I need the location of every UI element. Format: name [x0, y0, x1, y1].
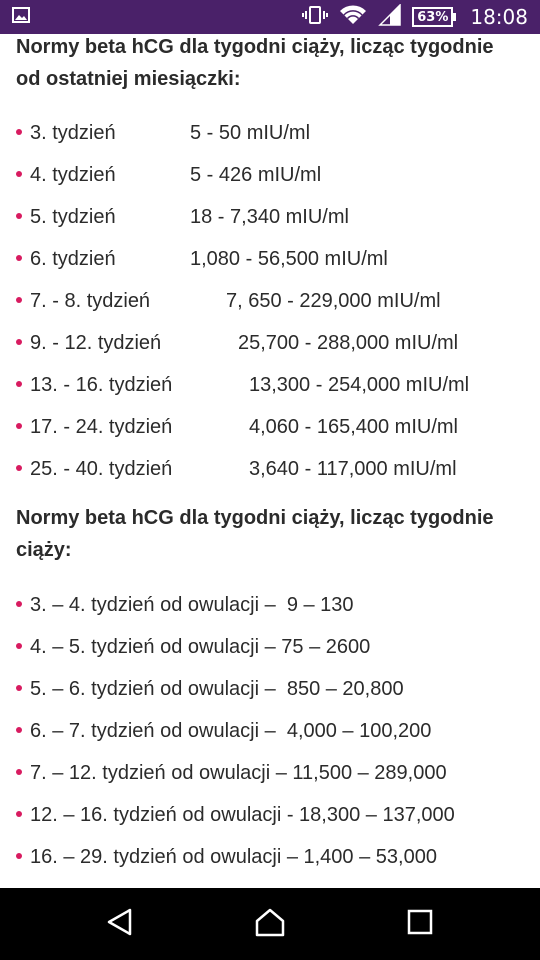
lmp-week-list [16, 112, 528, 490]
bullet-icon [16, 769, 22, 775]
clock: 18:08 [470, 5, 528, 29]
bullet-icon [16, 643, 22, 649]
bullet-icon [16, 601, 22, 607]
row-text: 4. – 5. tydzień od owulacji – 75 – 2600 [30, 636, 371, 658]
status-bar [0, 0, 540, 34]
bullet-icon [16, 423, 22, 429]
back-button[interactable] [80, 888, 160, 960]
bullet-icon [16, 213, 22, 219]
hcg-range: 25,700 - 288,000 mIU/ml [238, 332, 459, 354]
list-item [16, 280, 528, 322]
hcg-range: 7, 650 - 229,000 mIU/ml [226, 290, 441, 312]
row-text: 3. – 4. tydzień od owulacji – 9 – 130 [30, 594, 354, 616]
week-label: 5. tydzień [30, 206, 116, 228]
week-label: 7. - 8. tydzień [30, 290, 151, 312]
recent-apps-icon [407, 909, 433, 940]
navigation-bar [0, 888, 540, 960]
signal-icon [378, 4, 402, 31]
section2-heading-line1: Normy beta hCG dla tygodni ciąży, licząc tygodnie [16, 507, 494, 529]
list-item [16, 238, 528, 280]
list-item [16, 584, 528, 626]
battery-icon [412, 7, 456, 27]
list-item [16, 364, 528, 406]
list-item [16, 154, 528, 196]
list-item [16, 836, 528, 878]
list-item [16, 196, 528, 238]
week-label: 13. - 16. tydzień [30, 374, 173, 396]
section2-heading [16, 502, 528, 566]
recent-apps-button[interactable] [380, 888, 460, 960]
image-icon [12, 7, 30, 28]
section1-heading-line1: Normy beta hCG dla tygodni ciąży, licząc tygodnie [16, 36, 494, 58]
list-item [16, 322, 528, 364]
list-item [16, 668, 528, 710]
hcg-range: 3,640 - 117,000 mIU/ml [249, 458, 457, 480]
bullet-icon [16, 381, 22, 387]
vibrate-icon [302, 5, 328, 30]
week-label: 9. - 12. tydzień [30, 332, 162, 354]
bullet-icon [16, 171, 22, 177]
back-icon [105, 907, 135, 942]
row-text: 7. – 12. tydzień od owulacji – 11,500 – 289,000 [30, 762, 447, 784]
hcg-range: 13,300 - 254,000 mIU/ml [249, 374, 470, 396]
section1-heading [16, 34, 528, 95]
bullet-icon [16, 297, 22, 303]
bullet-icon [16, 129, 22, 135]
section2-heading-line2: ciąży: [16, 539, 72, 561]
home-button[interactable] [230, 888, 310, 960]
hcg-range: 5 - 426 mIU/ml [190, 164, 322, 186]
bullet-icon [16, 811, 22, 817]
row-text: 5. – 6. tydzień od owulacji – 850 – 20,800 [30, 678, 404, 700]
list-item [16, 626, 528, 668]
bullet-icon [16, 685, 22, 691]
week-label: 25. - 40. tydzień [30, 458, 173, 480]
hcg-range: 1,080 - 56,500 mIU/ml [190, 248, 388, 270]
week-label: 3. tydzień [30, 122, 116, 144]
article-content[interactable] [0, 34, 540, 888]
list-item [16, 752, 528, 794]
week-label: 4. tydzień [30, 164, 116, 186]
hcg-range: 4,060 - 165,400 mIU/ml [249, 416, 458, 438]
battery-percent: 63% [412, 7, 453, 27]
hcg-range: 18 - 7,340 mIU/ml [190, 206, 349, 228]
list-item [16, 794, 528, 836]
bullet-icon [16, 727, 22, 733]
list-item [16, 406, 528, 448]
wifi-icon [338, 4, 368, 31]
bullet-icon [16, 853, 22, 859]
bullet-icon [16, 339, 22, 345]
bullet-icon [16, 255, 22, 261]
home-icon [254, 907, 286, 942]
row-text: 16. – 29. tydzień od owulacji – 1,400 – 53,000 [30, 846, 437, 868]
hcg-range: 5 - 50 mIU/ml [190, 122, 311, 144]
ovulation-week-list [16, 584, 528, 878]
section1-heading-line2: od ostatniej miesiączki: [16, 68, 241, 90]
row-text: 12. – 16. tydzień od owulacji - 18,300 – 137,000 [30, 804, 455, 826]
bullet-icon [16, 465, 22, 471]
list-item [16, 448, 528, 490]
week-label: 17. - 24. tydzień [30, 416, 173, 438]
list-item [16, 710, 528, 752]
week-label: 6. tydzień [30, 248, 116, 270]
row-text: 6. – 7. tydzień od owulacji – 4,000 – 100,200 [30, 720, 432, 742]
list-item [16, 112, 528, 154]
